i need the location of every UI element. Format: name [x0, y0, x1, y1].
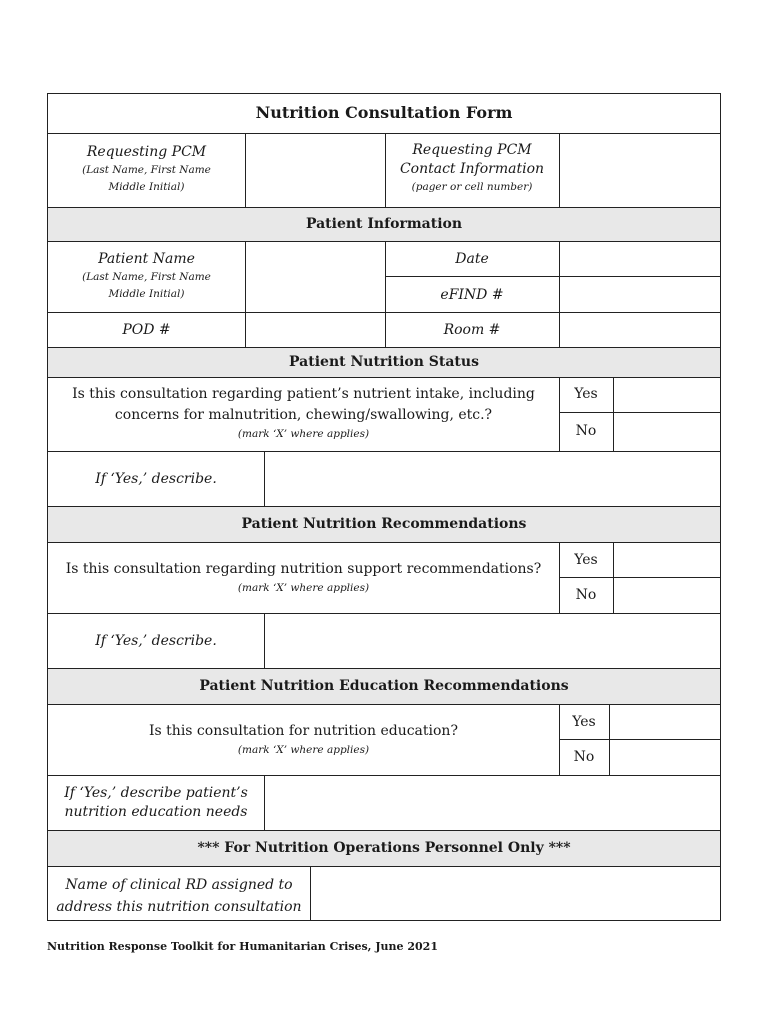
operations-header: *** For Nutrition Operations Personnel Only *** [197, 840, 571, 856]
contact-label-1: Requesting PCM [412, 142, 532, 158]
education-describe-label-cell [48, 784, 264, 822]
recommendations-describe-field[interactable] [265, 614, 720, 667]
contact-sub: (pager or cell number) [411, 181, 533, 193]
status-yes-label: Yes [574, 386, 598, 402]
patient-name-label-cell [48, 250, 245, 303]
requesting-pcm-field[interactable] [246, 134, 384, 206]
pod-field[interactable] [246, 313, 384, 346]
rd-label-line2: address this nutrition consultation [56, 899, 302, 915]
efind-label: eFIND # [440, 287, 504, 303]
date-label: Date [455, 251, 489, 267]
requesting-pcm-label: Requesting PCM [86, 144, 207, 160]
footer-text: Nutrition Response Toolkit for Humanitarian Crises, June 2021 [47, 940, 438, 953]
status-no-checkbox[interactable] [614, 413, 720, 450]
contact-label-2: Contact Information [399, 161, 545, 177]
consultation-form [47, 93, 721, 921]
requesting-pcm-sub: (Last Name, First Name Middle Initial) [82, 164, 211, 193]
recommendations-yes-label: Yes [574, 552, 598, 568]
recommendations-describe-label: If ‘Yes,’ describe. [95, 633, 217, 649]
education-describe-field[interactable] [265, 776, 720, 829]
education-header: Patient Nutrition Education Recommendations [199, 678, 569, 694]
status-header: Patient Nutrition Status [289, 354, 479, 370]
status-question-line1: Is this consultation regarding patient’s nutrient intake, including [72, 386, 535, 402]
education-hint: (mark ‘X’ where applies) [237, 744, 370, 756]
status-describe-field[interactable] [265, 452, 720, 505]
status-question-cell [48, 384, 559, 443]
status-question-line2: concerns for malnutrition, chewing/swallowing, etc.? [114, 407, 493, 423]
patient-name-sub: (Last Name, First Name Middle Initial) [82, 271, 211, 300]
recommendations-question: Is this consultation regarding nutrition support recommendations? [65, 561, 542, 577]
education-describe-line2: nutrition education needs [64, 804, 248, 820]
rd-label-line1: Name of clinical RD assigned to [65, 877, 293, 893]
requesting-pcm-label-cell [48, 143, 245, 196]
patient-name-label: Patient Name [98, 251, 195, 267]
patient-info-header: Patient Information [305, 216, 463, 232]
recommendations-hint: (mark ‘X’ where applies) [237, 582, 370, 594]
status-hint: (mark ‘X’ where applies) [237, 428, 370, 440]
education-no-checkbox[interactable] [610, 740, 720, 774]
education-question: Is this consultation for nutrition education? [149, 723, 458, 739]
status-yes-checkbox[interactable] [614, 378, 720, 411]
date-field[interactable] [560, 242, 720, 275]
education-question-cell [48, 721, 559, 759]
recommendations-header: Patient Nutrition Recommendations [241, 516, 527, 532]
education-yes-checkbox[interactable] [610, 705, 720, 738]
requesting-pcm-contact-label-cell [385, 141, 559, 196]
education-no-label: No [573, 749, 595, 765]
efind-field[interactable] [560, 277, 720, 311]
status-describe-label: If ‘Yes,’ describe. [95, 471, 217, 487]
recommendations-no-label: No [575, 587, 597, 603]
patient-name-field[interactable] [246, 242, 384, 311]
education-describe-line1: If ‘Yes,’ describe patient’s [64, 785, 248, 801]
rd-label-cell [48, 874, 310, 918]
recommendations-no-checkbox[interactable] [614, 578, 720, 612]
rd-name-field[interactable] [311, 867, 720, 920]
education-yes-label: Yes [572, 714, 596, 730]
requesting-pcm-contact-field[interactable] [560, 134, 720, 206]
status-no-label: No [575, 423, 597, 439]
room-label: Room # [443, 322, 501, 338]
pod-label: POD # [122, 322, 171, 338]
room-field[interactable] [560, 313, 720, 346]
recommendations-question-cell [48, 559, 559, 597]
recommendations-yes-checkbox[interactable] [614, 543, 720, 576]
form-title: Nutrition Consultation Form [255, 103, 513, 122]
